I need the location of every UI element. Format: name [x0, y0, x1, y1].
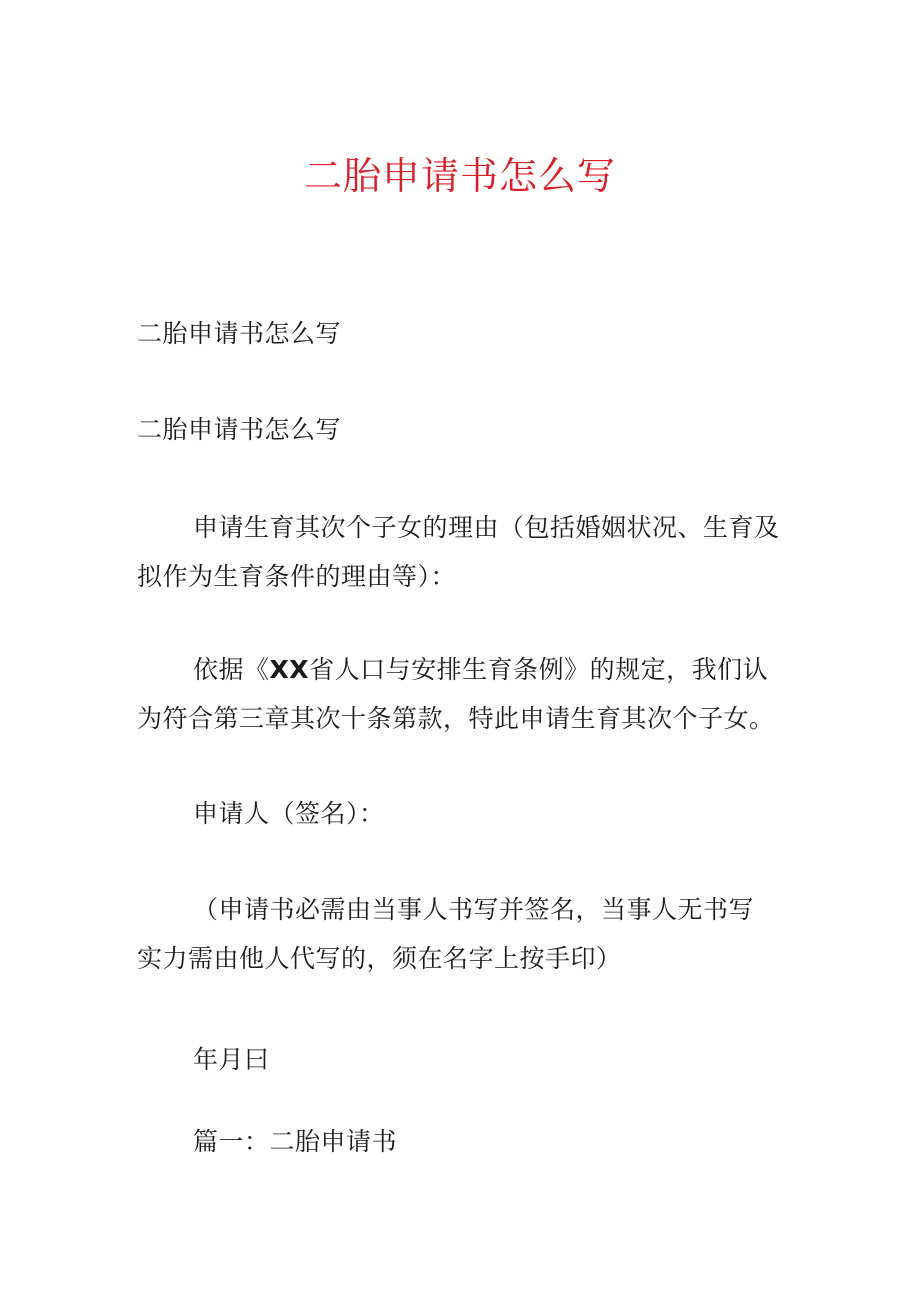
note-paragraph: [137, 885, 797, 983]
document-title: 二胎申请书怎么写: [303, 154, 616, 198]
applicant-signature: 申请人（签名）：: [193, 799, 385, 828]
basis-line-1: [137, 645, 797, 694]
basis-province: XX: [269, 655, 310, 684]
note-line-1: （申请书必需由当事人书写并签名，当事人无书写: [193, 895, 755, 924]
chapter-heading: 篇一：二胎申请书: [193, 1127, 398, 1156]
reason-line-1: 申请生育其次个子女的理由（包括婚姻状况、生育及: [193, 513, 780, 542]
reason-line-2: 拟作为生育条件的理由等）：: [137, 562, 457, 591]
subtitle-line-2: 二胎申请书怎么写: [137, 415, 342, 444]
date-line: 年月曰: [193, 1045, 270, 1074]
basis-paragraph: [137, 645, 797, 743]
note-line-2: 实力需由他人代写的，须在名字上按手印）: [137, 944, 622, 973]
subtitle-line-1: 二胎申请书怎么写: [137, 319, 342, 348]
reason-paragraph: [137, 503, 797, 601]
basis-line-2: 为符合第三章其次十条第款，特此申请生育其次个子女。: [137, 704, 775, 733]
basis-prefix: 依据《: [193, 655, 270, 684]
basis-suffix: 省人口与安排生育条例》的规定，我们认: [309, 655, 769, 684]
